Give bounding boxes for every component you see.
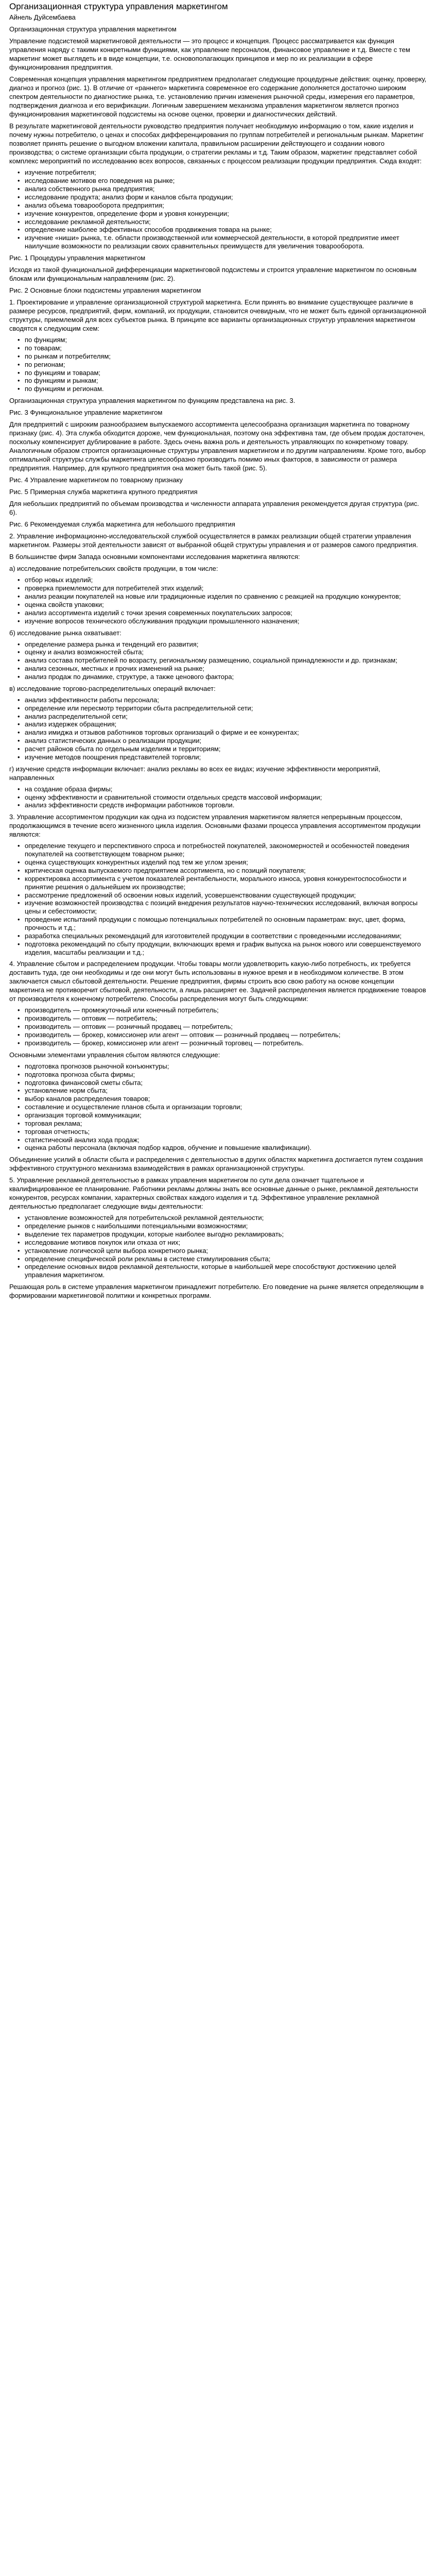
list-item: • определение размера рынка и тенденций его развития; (25, 640, 427, 649)
bullet-list (9, 576, 427, 625)
paragraph: Организационная структура управления маркетингом по функциям представлена на рис. 3. (9, 397, 295, 405)
paragraph: Основными элементами управления сбытом являются следующие: (9, 1050, 220, 1059)
list-item: • выделение тех параметров продукции, которые наиболее выгодно рекламировать; (25, 1230, 427, 1239)
list-item: • оценку и анализ возможностей сбыта; (25, 648, 427, 656)
list-item: • оценка существующих конкурентных изделий под тем же углом зрения; (25, 858, 427, 867)
list-item: • исследование мотивов покупок или отказа от них; (25, 1239, 427, 1247)
list-item: • изучение вопросов технического обслуживания продукции промышленного назначения; (25, 617, 427, 625)
list-item: • установление возможностей для потребительской рекламной деятельности; (25, 1214, 427, 1222)
list-item: • подготовка прогноза сбыта фирмы; (25, 1071, 427, 1079)
list-item: • установление логической цели выбора конкретного рынка; (25, 1247, 427, 1255)
list-item: • анализ распределительной сети; (25, 713, 427, 721)
author-name: Айнель Дуйсембаева (9, 13, 76, 22)
paragraph: Рис. 5 Примерная служба маркетинга крупного предприятия (9, 488, 198, 496)
list-item: • производитель — оптовик — розничный продавец — потребитель; (25, 1023, 427, 1031)
list-item: • определение наиболее эффективных способов продвижения товара на рынке; (25, 226, 427, 234)
paragraph: 5. Управление рекламной деятельностью в рамках управления маркетингом по сути дела означает тщательное и квалифицированное ее планирование. Работники рекламы должны знать все основные данные о рынке, рекламной деятельности конкурентов, ресурсах компании, характерных свойствах каждого изделия и т.д. Эффективное управление рекламной деятельностью предполагает следующие виды деятельности: (9, 1176, 418, 1211)
paragraph: Исходя из такой функциональной дифференциации маркетинговой подсистемы и строится управление маркетингом по основным блокам или функциональным направлениям (рис. 2). (9, 265, 417, 282)
paragraph: Рис. 6 Рекомендуемая служба маркетинга для небольшого предприятия (9, 520, 235, 529)
document-title: Организационная структура управления маркетингом (9, 2, 228, 11)
paragraph: 1. Проектирование и управление организационной структурой маркетинга. Если принять во внимание существующее различие в размере ресурсов, предприятий, фирм, компаний, их продукции, становится очевидным, что не может быть единой организационной структуры, приемлемой для всех субъектов рынка. В принципе все варианты организационных структур управления маркетингом сводятся к следующим схем: (9, 298, 426, 333)
list-item: • по функциям и товарам; (25, 369, 427, 377)
list-item: • анализ продаж по динамике, структуре, а также ценового фактора; (25, 673, 427, 681)
list-item: • анализ статистических данных о реализации продукции; (25, 737, 427, 745)
paragraph: В большинстве фирм Запада основными компонентами исследования маркетинга являются: (9, 553, 300, 561)
list-item: • проверка приемлемости для потребителей этих изделий; (25, 584, 427, 592)
bullet-list (9, 1006, 427, 1047)
list-item: • анализ объема товарооборота предприятия; (25, 201, 427, 210)
list-item: • расчет районов сбыта по отдельным изделиям и территориям; (25, 745, 427, 753)
list-item: • анализ имиджа и отзывов работников торговых организаций о фирме и ее конкурентах; (25, 728, 427, 737)
list-item: • составление и осуществление планов сбыта и организации торговли; (25, 1103, 427, 1111)
list-item: • по функциям; (25, 336, 427, 344)
list-item: • определение рынков с наибольшими потенциальными возможностями; (25, 1222, 427, 1230)
bullet-list (9, 785, 427, 810)
list-item: • торговая реклама; (25, 1120, 427, 1128)
list-item: • анализ эффективности средств информации работников торговли. (25, 801, 427, 809)
list-item: • анализ издержек обращения; (25, 720, 427, 728)
list-item: • анализ собственного рынка предприятия; (25, 185, 427, 193)
list-item: • производитель — оптовик — потребитель; (25, 1014, 427, 1023)
bullet-list (9, 336, 427, 393)
list-item: • определение или пересмотр территории сбыта распределительной сети; (25, 704, 427, 713)
list-item: • организация торговой коммуникации; (25, 1111, 427, 1120)
list-item: • исследование продукта; анализ форм и каналов сбыта продукции; (25, 193, 427, 201)
paragraph: Рис. 2 Основные блоки подсистемы управления маркетингом (9, 286, 201, 294)
paragraph: а) исследование потребительских свойств продукции, в том числе: (9, 565, 218, 573)
paragraph: в) исследование торгово-распределительных операций включает: (9, 684, 216, 692)
paragraph: Рис. 1 Процедуры управления маркетингом (9, 253, 146, 262)
bullet-list (9, 696, 427, 761)
list-item: • выбор каналов распределения товаров; (25, 1095, 427, 1103)
bullet-list (9, 842, 427, 956)
list-item: • изучение «ниши» рынка, т.е. области производственной или коммерческой деятельности, в которой предприятие имеет наилучшие возможности по реализации своих сравнительных преимуществ для увеличения товарооборота. (25, 234, 427, 250)
list-item: • производитель — промежуточный или конечный потребитель; (25, 1006, 427, 1014)
paragraph: 2. Управление информационно-исследовательской службой осуществляется в рамках реализации общей стратегии управления маркетингом. Размеры этой деятельности зависят от выбранной общей структуры управления и от размеров самого предприятия. (9, 532, 418, 549)
list-item: • оценка свойств упаковки; (25, 601, 427, 609)
list-item: • торговая отчетность; (25, 1128, 427, 1136)
list-item: • по регионам; (25, 361, 427, 369)
list-item: • определение текущего и перспективного спроса и потребностей покупателей, закономерностей и особенностей поведения покупателей на соответствующем товарном рынке; (25, 842, 427, 858)
list-item: • по функциям и рынкам; (25, 377, 427, 385)
bullet-list (9, 1214, 427, 1279)
list-item: • подготовка прогнозов рыночной конъюнктуры; (25, 1062, 427, 1071)
list-item: • подготовка финансовой сметы сбыта; (25, 1079, 427, 1087)
list-item: • определение основных видов рекламной деятельности, которые в наибольшей мере способствуют достижению целей управления маркетингом. (25, 1263, 427, 1279)
paragraph: Для предприятий с широким разнообразием выпускаемого ассортимента целесообразна организация маркетинга по товарному признаку (рис. 4). Эта служба обходится дороже, чем функциональная, поэтому она эффективна там, где объем продаж достаточен, поскольку компенсирует дублирование в работе. Здесь очень важна роль и деятельность управляющих по конкретному товару. Аналогичным образом строится организационные структуры управления маркетингом и по другим направлениям. Кроме того, выбор оптимальной структуры службы маркетинга целесообразно производить помимо иных факторов, в зависимости от размера предприятия. Например, для крупного предприятия она может быть такой (рис. 5). (9, 420, 426, 472)
list-item: • исследование мотивов его поведения на рынке; (25, 177, 427, 185)
list-item: • анализ реакции покупателей на новые или традиционные изделия по сравнению с реакцией на продукцию конкурентов; (25, 592, 427, 601)
list-item: • определение специфической роли рекламы в системе стимулирования сбыта; (25, 1255, 427, 1263)
list-item: • на создание образа фирмы; (25, 785, 427, 793)
paragraph: Управление подсистемой маркетинговой деятельности — это процесс и концепция. Процесс рассматривается как функция управления наряду с такими конкретными функциями, как управление персоналом, финансовое управление и т.д. Вместе с тем маркетинг может выглядеть и в виде концепции, т.е. основополагающих принципов и мер по их реализации в сфере функционирования предприятия. (9, 37, 410, 72)
list-item: • проведение испытаний продукции с помощью потенциальных потребителей по основным параметрам: вкус, цвет, форма, прочность и т.д.; (25, 916, 427, 932)
list-item: • по товарам; (25, 344, 427, 352)
list-item: • исследование рекламной деятельности; (25, 218, 427, 226)
list-item: • изучение конкурентов, определение форм и уровня конкуренции; (25, 210, 427, 218)
list-item: • по функциям и регионам. (25, 385, 427, 393)
paragraph: В результате маркетинговой деятельности руководство предприятия получает необходимую информацию о том, какие изделия и почему нужны потребителю, о ценах и способах дифференцирования по группам потребителей и региональным рынкам. Маркетинг позволяет принять решение о выгодном вложении капитала, правильном расширении действующего и создании нового производства; о системе организации сбыта продукции, о стратегии рекламы и т.д. Таким образом, маркетинг представляет собой комплекс мероприятий по исследованию всех вопросов, связанных с процессом реализации продукции предприятия. Сюда входят: (9, 122, 424, 165)
list-item: • статистический анализ хода продаж; (25, 1136, 427, 1144)
list-item: • оценка работы персонала (включая подбор кадров, обучение и повышение квалификации). (25, 1144, 427, 1152)
bullet-list (9, 640, 427, 681)
list-item: • критическая оценка выпускаемого предприятием ассортимента, но с позиций покупателя; (25, 867, 427, 875)
list-item: • изучение методов поощрения представителей торговли; (25, 753, 427, 761)
paragraph: Рис. 3 Функциональное управление маркетингом (9, 409, 163, 417)
list-item: • подготовка рекомендаций по сбыту продукции, включающих время и график выпуска на рынок нового или совершенствуемого изделия, масштабы реализации и т.д.; (25, 940, 427, 957)
list-item: • анализ сезонных, местных и прочих изменений на рынке; (25, 665, 427, 673)
list-item: • производитель — брокер, комиссионер или агент — розничный торговец — потребитель. (25, 1039, 427, 1047)
list-item: • изучение возможностей производства с позиций внедрения результатов научно-технических исследований, включая вопросы цены и себестоимости; (25, 899, 427, 916)
list-item: • изучение потребителя; (25, 168, 427, 177)
paragraph: г) изучение средств информации включает: анализ рекламы во всех ее видах; изучение эффективности мероприятий, направленных (9, 765, 380, 782)
paragraph: б) исследование рынка охватывает: (9, 629, 121, 637)
list-item: • отбор новых изделий; (25, 576, 427, 584)
paragraph: Для небольших предприятий по объемам производства и численности аппарата управления рекомендуется другая структура (рис. 6). (9, 500, 420, 517)
list-item: • анализ ассортимента изделий с точки зрения современных покупательских запросов; (25, 609, 427, 617)
list-item: • корректировка ассортимента с учетом показателей рентабельности, морального износа, уровня конкурентоспособности и принятие решения о дальнейшем их производстве; (25, 875, 427, 891)
list-item: • разработка специальных рекомендаций для изготовителей продукции в соответствии с проведенными исследованиями; (25, 932, 427, 940)
list-item: • рассмотрение предложений об освоении новых изделий, усовершенствовании существующей продукции; (25, 891, 427, 900)
list-item: • по рынкам и потребителям; (25, 352, 427, 361)
paragraph: Решающая роль в системе управления маркетингом принадлежит потребителю. Его поведение на рынке является определяющим в формировании маркетинговой политики и конкретных программ. (9, 1283, 424, 1300)
paragraph: 3. Управление ассортиментом продукции как одна из подсистем управления маркетингом является непрерывным процессом, продолжающимся в течение всего жизненного цикла изделия. Основными фазами процесса управления ассортиментом продукции являются: (9, 813, 421, 839)
article-body (9, 25, 427, 1300)
list-item: • установление норм сбыта; (25, 1087, 427, 1095)
paragraph: Организационная структура управления маркетингом (9, 25, 177, 33)
bullet-list (9, 168, 427, 250)
list-item: • анализ эффективности работы персонала; (25, 696, 427, 704)
paragraph: Объединение усилий в области сбыта и распределения с деятельностью в других областях маркетинга достигается путем создания эффективного структурного механизма взаимодействия в рамках организационной структуры. (9, 1156, 423, 1173)
paragraph: 4. Управление сбытом и распределением продукции. Чтобы товары могли удовлетворить какую-либо потребность, их требуется доставить туда, где они необходимы и где они могут быть использованы в нужное время и в необходимом количестве. В этом заключается смысл сбытовой деятельности. Решение предприятия, фирмы строить всю свою работу на основе концепции маркетинга не противоречит сбытовой, деятельности, а лишь расширяет ее. Задачей распределения является продвижение товаров от производителя к конечному потребителю. Способы распределения могут быть следующими: (9, 960, 426, 1003)
bullet-list (9, 1062, 427, 1152)
list-item: • производитель — брокер, комиссионер или агент — оптовик — розничный продавец — потребитель; (25, 1031, 427, 1039)
list-item: • анализ состава потребителей по возрасту, региональному размещению, социальной принадлежности и др. признакам; (25, 656, 427, 665)
list-item: • оценку эффективности и сравнительной стоимости отдельных средств массовой информации; (25, 793, 427, 802)
paragraph: Рис. 4 Управление маркетингом по товарному признаку (9, 476, 183, 484)
paragraph: Современная концепция управления маркетингом предприятием предполагает следующие процедурные действия: оценку, проверку, диагноз и прогноз (рис. 1). В отличие от «раннего» маркетинга современное его содержание дополняется достаточно широким спектром деятельности по диагностике рынка, т.е. установлению причин изменения рыночной среды, измерения его параметров, подтверждения диагноза и его верификации. Логичным завершением механизма управления маркетингом является прогноз функционирования маркетинговой подсистемы на основе оценки, проверки и диагностических действий. (9, 75, 427, 118)
